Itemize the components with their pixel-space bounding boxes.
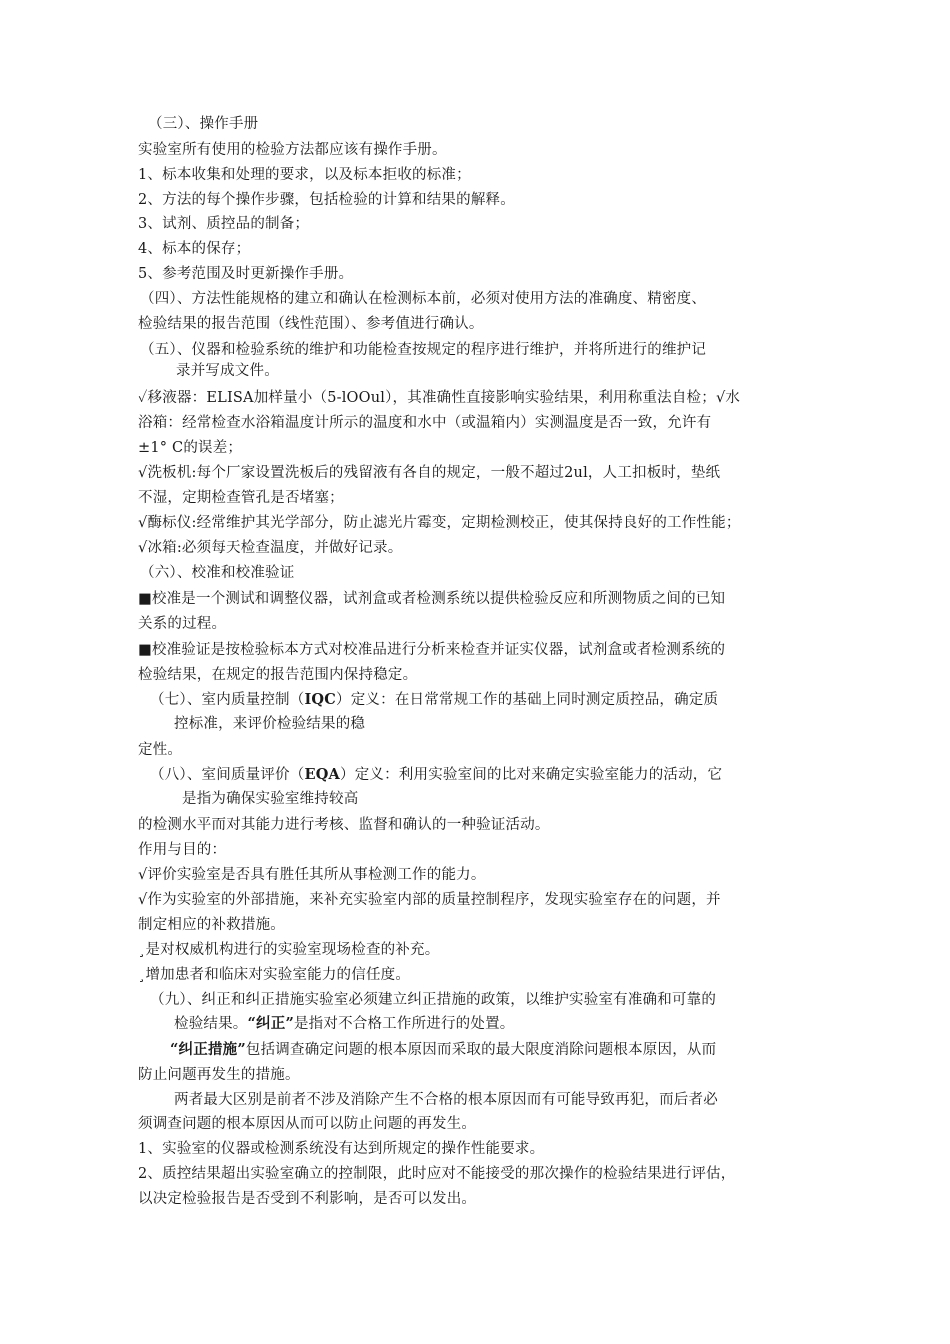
calibration-line-1: ■校准是一个测试和调整仪器，试剂盒或者检测系统以提供检验反应和所测物质之间的已知 <box>138 591 726 607</box>
section-7-prefix: （七）、室内质量控制（ <box>150 692 305 708</box>
section-5-line-1: （五）、仪器和检验系统的维护和功能检查按规定的程序进行维护，并将所进行的维护记 <box>140 342 707 358</box>
section-8-suffix: ）定义：利用实验室间的比对来确定实验室能力的活动，它 <box>340 767 723 783</box>
section-3-item-4: 4、标本的保存； <box>138 241 251 257</box>
case-item-1: 1、实验室的仪器或检测系统没有达到所规定的操作性能要求。 <box>138 1141 545 1157</box>
washer-line-1: √洗板机:每个厂家设置洗板后的残留液有各自的规定，一般不超过2ul，人工扣板时，垫纸 <box>138 465 721 481</box>
iqc-abbreviation: IQC <box>304 691 337 708</box>
section-8-prefix: （八）、室间质量评价（ <box>150 767 305 783</box>
section-3-title: （三）、操作手册 <box>148 116 259 132</box>
purpose-item-3: ¸是对权威机构进行的实验室现场检查的补充。 <box>138 942 440 958</box>
corrective-action-text: 包括调查确定问题的根本原因而采取的最大限度消除问题根本原因，从而 <box>245 1042 717 1058</box>
purpose-item-2-line-2: 制定相应的补救措施。 <box>138 917 285 933</box>
pipette-line-3: ±1° C的误差； <box>138 440 243 456</box>
corrective-action-term: “纠正措施” <box>170 1041 246 1058</box>
section-8-line-2: 是指为确保实验室维持较高 <box>182 791 359 807</box>
difference-line-1: 两者最大区别是前者不涉及消除产生不合格的根本原因而有可能导致再犯，而后者必 <box>174 1092 718 1108</box>
calibration-line-2: 关系的过程。 <box>138 616 227 632</box>
section-3-item-1: 1、标本收集和处理的要求，以及标本拒收的标准； <box>138 167 471 183</box>
verification-line-2: 检验结果，在规定的报告范围内保持稳定。 <box>138 667 418 683</box>
section-3-intro: 实验室所有使用的检验方法都应该有操作手册。 <box>138 142 447 158</box>
section-7-line-3: 定性。 <box>138 742 183 758</box>
section-5-line-2: 录并写成文件。 <box>176 363 279 379</box>
section-3-item-3: 3、试剂、质控品的制备； <box>138 216 310 232</box>
purpose-title: 作用与目的： <box>138 842 227 858</box>
section-3-item-2: 2、方法的每个操作步骤，包括检验的计算和结果的解释。 <box>138 192 515 208</box>
section-4-line-1: （四）、方法性能规格的建立和确认在检测标本前，必须对使用方法的准确度、精密度、 <box>140 291 707 307</box>
pipette-line-2: 浴箱：经常检查水浴箱温度计所示的温度和水中（或温箱内）实测温度是否一致，允许有 <box>138 415 712 431</box>
section-8-line-3: 的检测水平而对其能力进行考核、监督和确认的一种验证活动。 <box>138 817 550 833</box>
section-7-line-2: 控标准，来评价检验结果的稳 <box>174 716 366 732</box>
section-9-line-1: （九）、纠正和纠正措施实验室必须建立纠正措施的政策，以维护实验室有准确和可靠的 <box>150 992 717 1008</box>
section-9-line-2-suffix: 是指对不合格工作所进行的处置。 <box>293 1016 515 1032</box>
case-item-2-line-1: 2、质控结果超出实验室确立的控制限，此时应对不能接受的那次操作的检验结果进行评估， <box>138 1166 736 1182</box>
purpose-item-4: ¸增加患者和临床对实验室能力的信任度。 <box>138 967 411 983</box>
washer-line-2: 不湿，定期检查管孔是否堵塞； <box>138 490 344 506</box>
corrective-action-line-1 <box>170 1040 716 1060</box>
section-8-line-1 <box>150 765 722 785</box>
section-3-item-5: 5、参考范围及时更新操作手册。 <box>138 266 354 282</box>
case-item-2-line-2: 以决定检验报告是否受到不利影响，是否可以发出。 <box>138 1191 477 1207</box>
verification-line-1: ■校准验证是按检验标本方式对校准品进行分析来检查并证实仪器，试剂盒或者检测系统的 <box>138 642 726 658</box>
section-7-line-1 <box>150 690 718 710</box>
purpose-item-1: √评价实验室是否具有胜任其所从事检测工作的能力。 <box>138 867 486 883</box>
eqa-abbreviation: EQA <box>304 766 340 783</box>
corrective-action-line-2: 防止问题再发生的措施。 <box>138 1067 300 1083</box>
section-6-title: （六）、校准和校准验证 <box>140 565 295 581</box>
pipette-line-1: ✓移液器：ELISA加样量小（5-lOOul），其准确性直接影响实验结果，利用称重法自检；√水 <box>138 390 741 406</box>
section-9-line-2-prefix: 检验结果。 <box>174 1016 248 1032</box>
section-7-suffix: ）定义：在日常常规工作的基础上同时测定质控品，确定质 <box>336 692 719 708</box>
purpose-item-2-line-1: √作为实验室的外部措施，来补充实验室内部的质量控制程序，发现实验室存在的问题，并 <box>138 892 721 908</box>
difference-line-2: 须调查问题的根本原因从而可以防止问题的再发生。 <box>138 1116 477 1132</box>
section-4-line-2: 检验结果的报告范围（线性范围）、参考值进行确认。 <box>138 316 484 332</box>
correction-term: “纠正” <box>247 1015 294 1032</box>
section-9-line-2 <box>174 1014 514 1034</box>
fridge-line: √冰箱:必须每天检查温度，并做好记录。 <box>138 540 403 556</box>
reader-line: √酶标仪:经常维护其光学部分，防止滤光片霉变，定期检测校正，使其保持良好的工作性能； <box>138 515 741 531</box>
